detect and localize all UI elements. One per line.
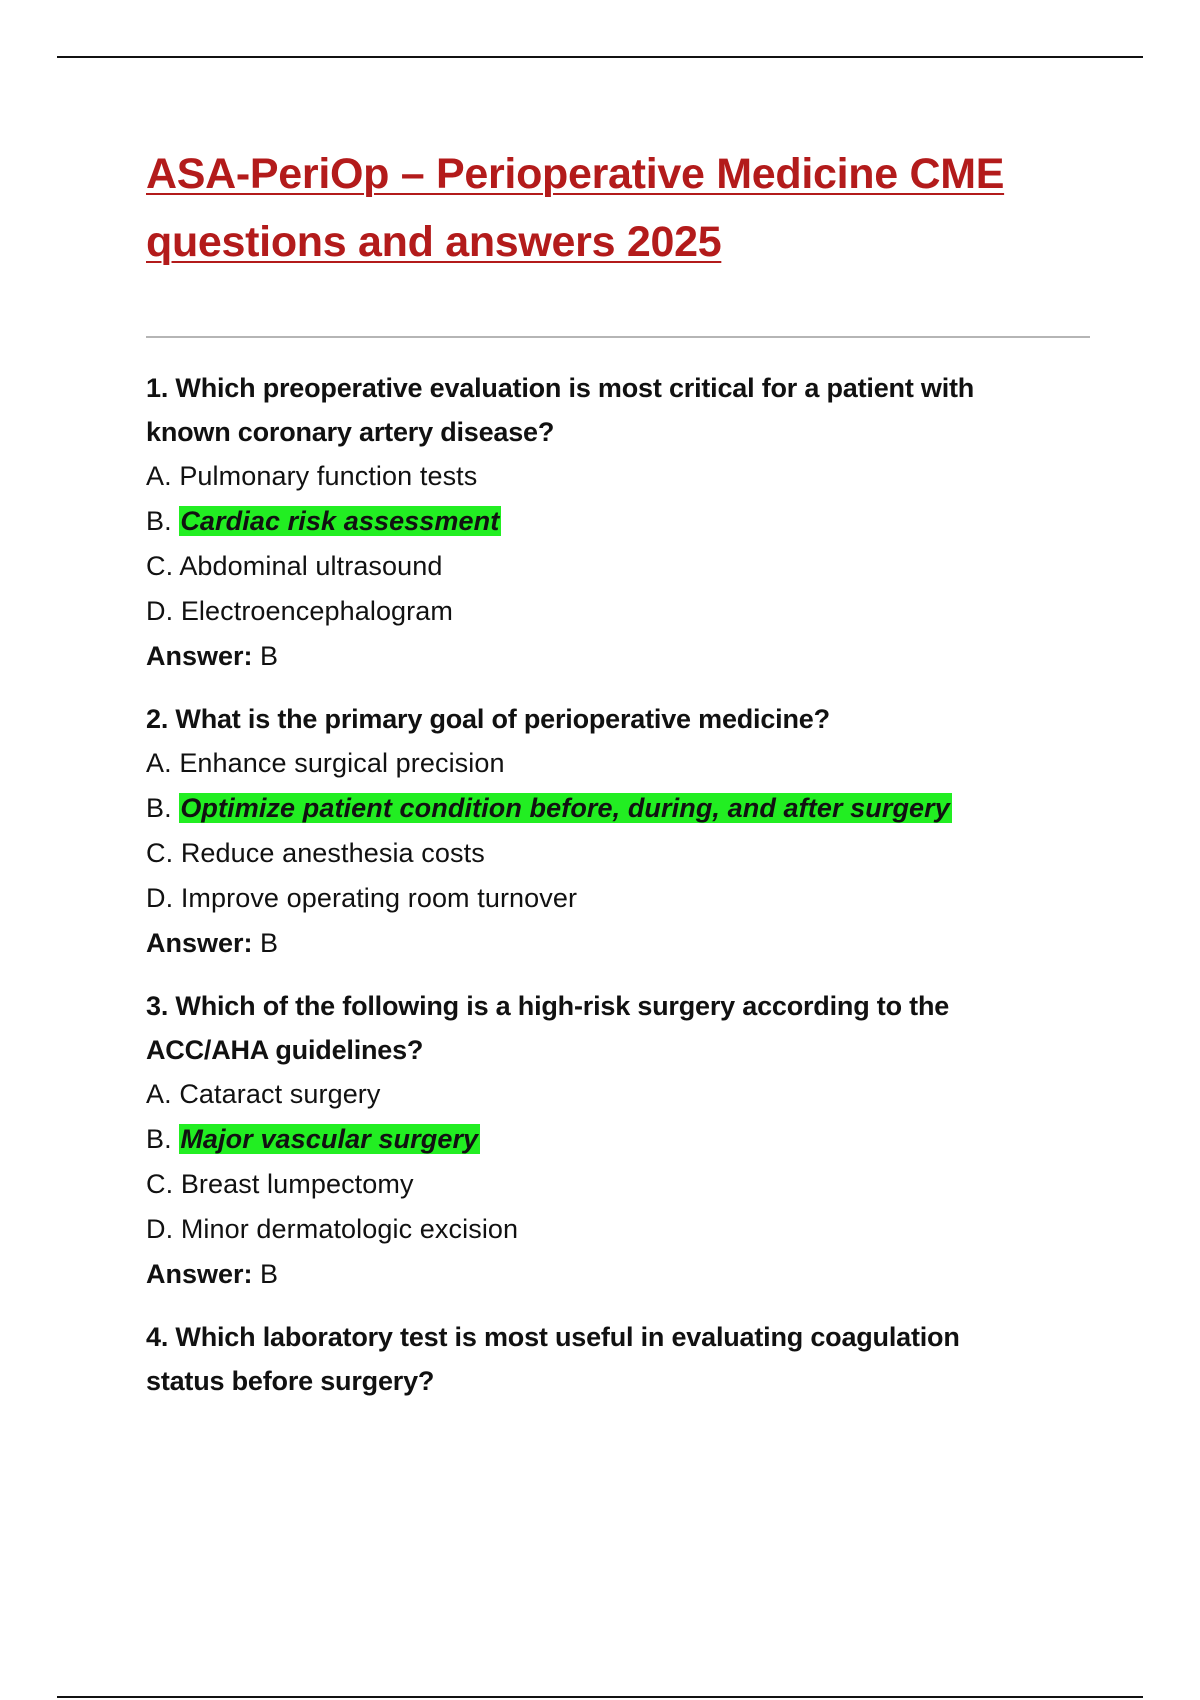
question-2 bbox=[146, 697, 1096, 966]
option-letter: A. bbox=[146, 748, 172, 778]
page-top-rule bbox=[57, 56, 1143, 58]
option-c bbox=[146, 831, 1096, 876]
option-text: Reduce anesthesia costs bbox=[180, 838, 485, 868]
answer-value: B bbox=[260, 928, 279, 958]
document-title bbox=[146, 140, 1096, 276]
title-line-1: ASA-PeriOp – Perioperative Medicine CME bbox=[146, 150, 1005, 198]
option-text: Pulmonary function tests bbox=[179, 461, 478, 491]
title-line-2: questions and answers 2025 bbox=[146, 218, 722, 266]
option-text: Enhance surgical precision bbox=[179, 748, 505, 778]
answer-value: B bbox=[260, 1259, 279, 1289]
option-b-correct bbox=[146, 499, 1096, 544]
option-text: Abdominal ultrasound bbox=[179, 551, 443, 581]
option-a bbox=[146, 741, 1096, 786]
option-letter: D. bbox=[146, 883, 174, 913]
answer-label: Answer: bbox=[146, 928, 253, 958]
option-letter: A. bbox=[146, 1079, 172, 1109]
highlighted-answer: Major vascular surgery bbox=[180, 1124, 479, 1154]
option-text: Minor dermatologic excision bbox=[180, 1214, 519, 1244]
option-a bbox=[146, 1072, 1096, 1117]
question-text-line: 2. What is the primary goal of perioperative medicine? bbox=[146, 704, 830, 734]
option-letter: B. bbox=[146, 506, 172, 536]
highlighted-answer: Cardiac risk assessment bbox=[180, 506, 500, 536]
option-text: Cataract surgery bbox=[179, 1079, 381, 1109]
option-b-correct bbox=[146, 786, 1096, 831]
option-d bbox=[146, 1207, 1096, 1252]
option-letter: C. bbox=[146, 1169, 174, 1199]
answer-line bbox=[146, 921, 1096, 966]
option-text: Improve operating room turnover bbox=[180, 883, 578, 913]
answer-value: B bbox=[260, 641, 279, 671]
option-text: Electroencephalogram bbox=[180, 596, 453, 626]
question-text bbox=[146, 1315, 1096, 1403]
question-text-line: status before surgery? bbox=[146, 1366, 435, 1396]
question-text bbox=[146, 984, 1096, 1072]
question-text-line: 4. Which laboratory test is most useful in evaluating coagulation bbox=[146, 1322, 960, 1352]
option-b-correct bbox=[146, 1117, 1096, 1162]
question-text bbox=[146, 366, 1096, 454]
answer-label: Answer: bbox=[146, 641, 253, 671]
highlighted-answer: Optimize patient condition before, during, and after surgery bbox=[180, 793, 950, 823]
question-4 bbox=[146, 1315, 1096, 1403]
page-bottom-rule bbox=[57, 1696, 1143, 1698]
option-d bbox=[146, 589, 1096, 634]
question-text-line: known coronary artery disease? bbox=[146, 417, 555, 447]
option-letter: D. bbox=[146, 1214, 174, 1244]
answer-label: Answer: bbox=[146, 1259, 253, 1289]
question-text-line: 3. Which of the following is a high-risk surgery according to the bbox=[146, 991, 950, 1021]
question-text bbox=[146, 697, 1096, 741]
option-letter: D. bbox=[146, 596, 174, 626]
title-divider bbox=[146, 336, 1090, 338]
question-1 bbox=[146, 366, 1096, 679]
document-body bbox=[146, 140, 1096, 1403]
answer-line bbox=[146, 634, 1096, 679]
option-letter: C. bbox=[146, 551, 174, 581]
option-text: Breast lumpectomy bbox=[180, 1169, 414, 1199]
option-letter: B. bbox=[146, 793, 172, 823]
option-c bbox=[146, 544, 1096, 589]
question-text-line: ACC/AHA guidelines? bbox=[146, 1035, 424, 1065]
question-3 bbox=[146, 984, 1096, 1297]
option-a bbox=[146, 454, 1096, 499]
option-letter: B. bbox=[146, 1124, 172, 1154]
option-d bbox=[146, 876, 1096, 921]
option-letter: A. bbox=[146, 461, 172, 491]
option-c bbox=[146, 1162, 1096, 1207]
question-text-line: 1. Which preoperative evaluation is most critical for a patient with bbox=[146, 373, 975, 403]
option-letter: C. bbox=[146, 838, 174, 868]
answer-line bbox=[146, 1252, 1096, 1297]
